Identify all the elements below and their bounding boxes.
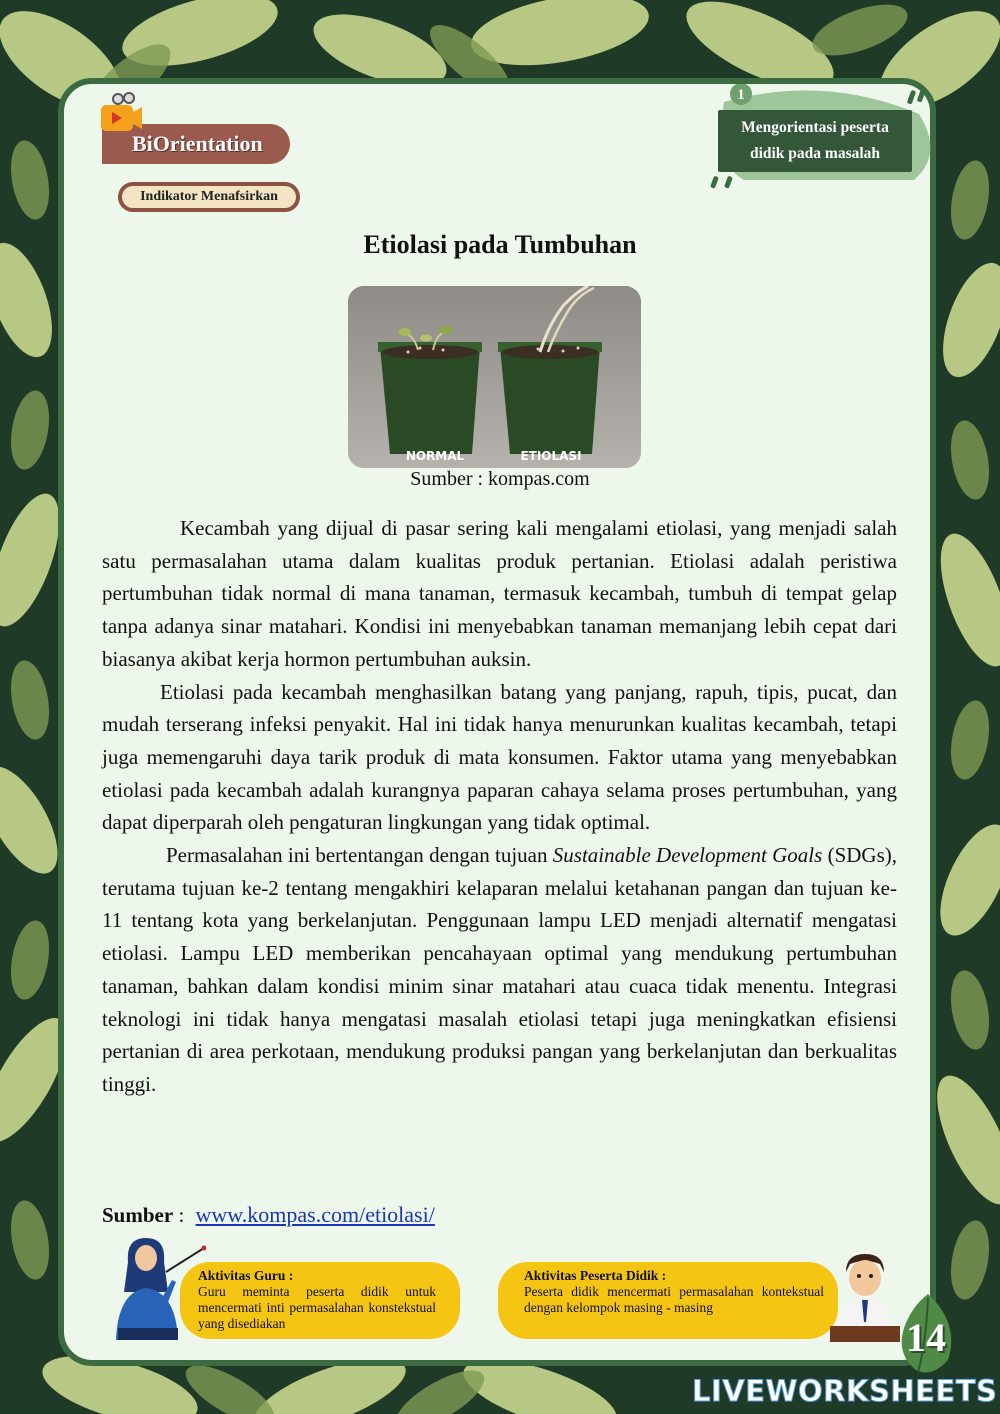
student-activity-title: Aktivitas Peserta Didik : (524, 1268, 667, 1283)
student-activity-desc: Peserta didik mencermati permasalahan kontekstual dengan kelompok masing - masing (524, 1284, 824, 1315)
step-number: 1 (737, 87, 745, 103)
step-label-line2: didik pada masalah (749, 145, 881, 162)
camera-icon (98, 92, 144, 138)
photo-label-normal: NORMAL (405, 449, 465, 463)
paragraph-2: Etiolasi pada kecambah menghasilkan batang yang panjang, rapuh, tipis, pucat, dan mudah terserang infeksi penyakit. Hal ini tidak hanya menurunkan kualitas kecambah, tetapi juga memengaruhi daya tarik produk di mata konsumen. Faktor utama yang menyebabkan etiolasi pada kecambah adalah kurangnya paparan cahaya selama proses pertumbuhan, yang dapat diperparah oleh pengaturan lingkungan yang tidak optimal. (102, 679, 897, 835)
paragraph-3 (102, 839, 897, 1101)
teacher-activity-box (180, 1262, 460, 1339)
plant-pots-illustration (348, 286, 641, 468)
etiolation-photo (348, 286, 641, 468)
source-label: Sumber (102, 1203, 174, 1227)
page-number: 14 (906, 1315, 946, 1360)
photo-caption: Sumber : kompas.com (410, 468, 590, 490)
indicator-label: Indikator Menafsirkan (118, 182, 300, 212)
biorientation-badge: BiOrientation (102, 124, 290, 164)
article-body (102, 512, 897, 1101)
source-separator: : (173, 1203, 185, 1227)
paragraph-3-rest: (SDGs), terutama tujuan ke-2 tentang mengakhiri kelaparan melalui ketahanan pangan dan tujuan ke-11 tentang kota yang berkelanjutan. Penggunaan lampu LED menjadi alternatif mengatasi etiolasi. Lampu LED memberikan pencahayaan optimal yang mendukung pertumbuhan tanaman, bahkan dalam kondisi minim sinar matahari atau cuaca tidak menentu. Integrasi teknologi ini tidak hanya mengatasi masalah etiolasi tetapi juga meningkatkan efisiensi pertanian di area perkotaan, mendukung produksi pangan yang berkelanjutan dan berkualitas tinggi. (102, 843, 897, 1096)
student-activity-box (498, 1262, 838, 1339)
liveworksheets-brand (692, 1374, 997, 1408)
step-label (718, 110, 912, 172)
paragraph-1: Kecambah yang dijual di pasar sering kali mengalami etiolasi, yang menjadi salah satu permasalahan utama dalam kualitas produk pertanian. Etiolasi adalah peristiwa pertumbuhan tidak normal di mana tanaman, termasuk kecambah, tumbuh di tempat gelap tanpa adanya sinar matahari. Kondisi ini menyebabkan tanaman memanjang lebih cepat dari biasanya akibat kerja hormon pertumbuhan auksin. (102, 516, 897, 671)
source-line (102, 1202, 435, 1228)
article-title: Etiolasi pada Tumbuhan (363, 230, 637, 259)
student-illustration (830, 1252, 900, 1342)
paragraph-3-italic: Sustainable Development Goals (552, 843, 823, 868)
liveworksheets-text: LIVEWORKSHEETS (692, 1374, 998, 1408)
paragraph-3-start: Permasalahan ini bertentangan dengan tujuan (166, 843, 553, 868)
teacher-activity-title: Aktivitas Guru : (198, 1268, 294, 1283)
source-link[interactable]: www.kompas.com/etiolasi/ (195, 1202, 435, 1227)
step-label-line1: Mengorientasi peserta (741, 119, 889, 136)
photo-label-etiolasi: ETIOLASI (520, 449, 582, 463)
teacher-activity-desc: Guru meminta peserta didik untuk mencermati inti permasalahan konstekstual yang disediakan (198, 1284, 436, 1331)
